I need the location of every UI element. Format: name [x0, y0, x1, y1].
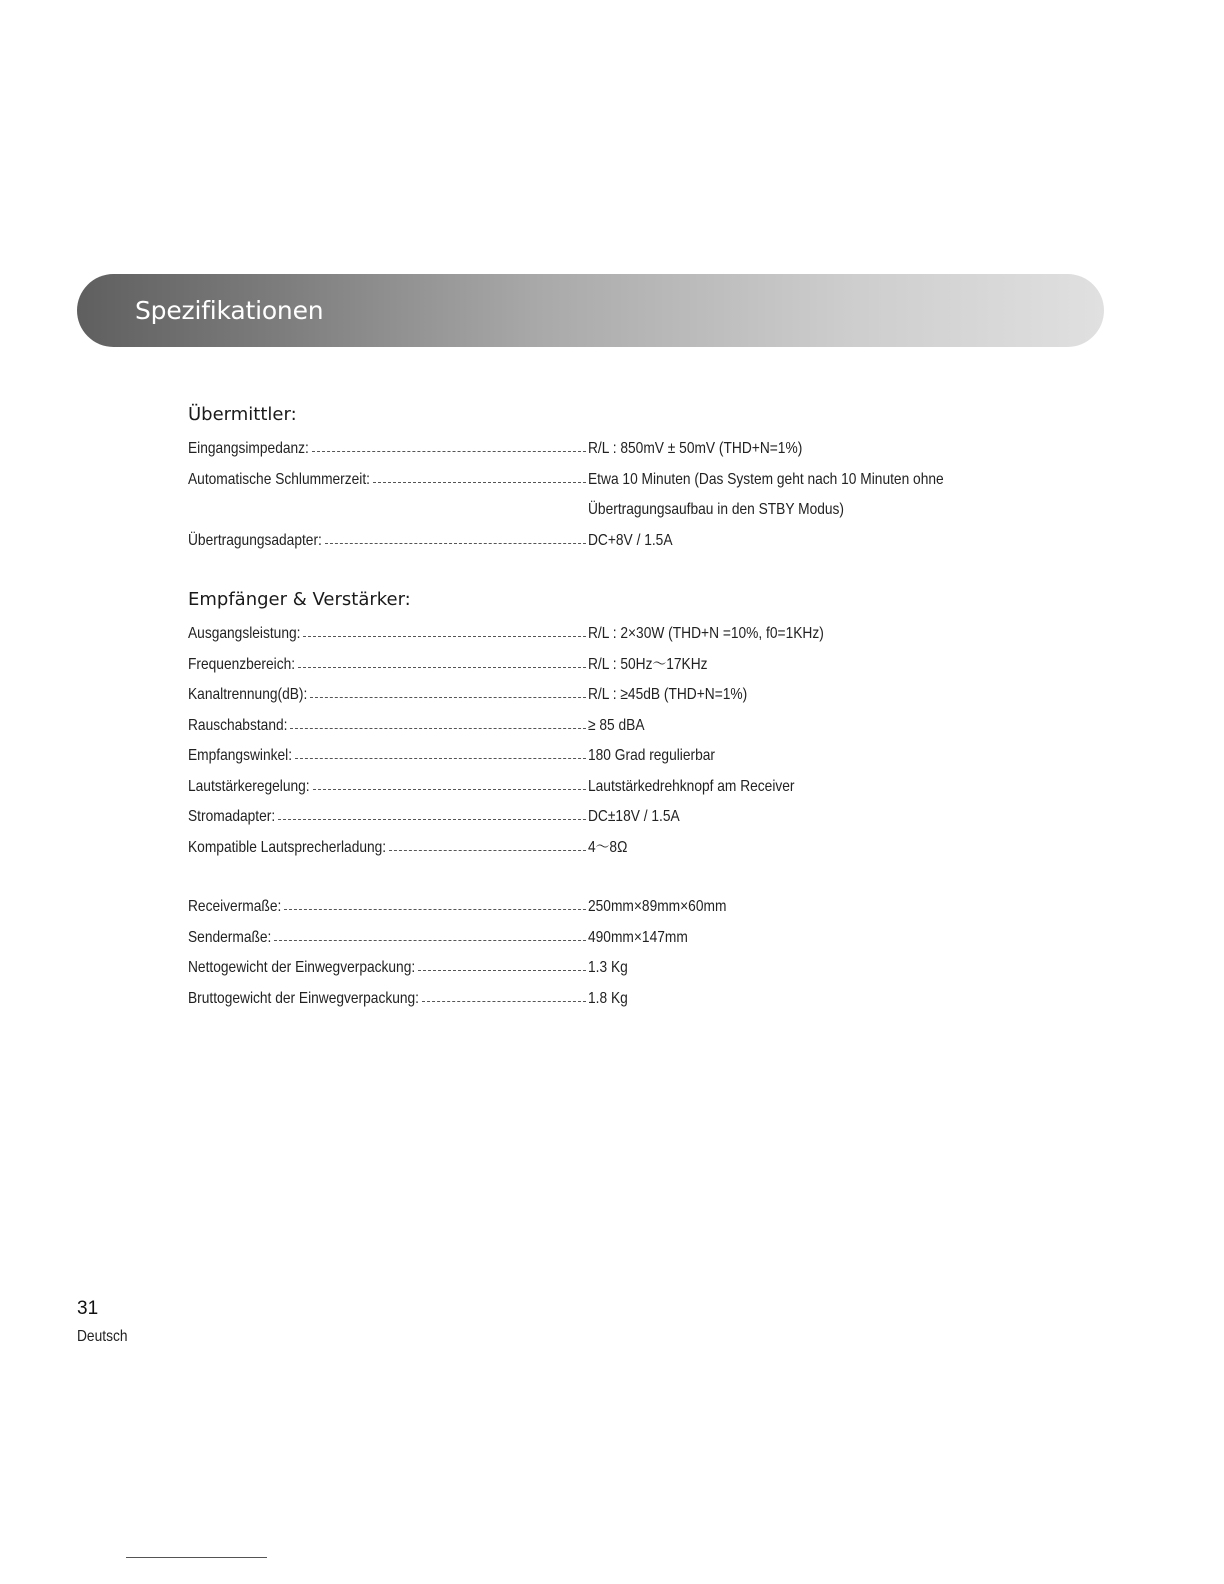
spec-label: Kanaltrennung(dB):: [188, 680, 307, 711]
receiver-spec-list: [188, 619, 1068, 863]
receiver-section: [188, 589, 1068, 863]
spec-value: R/L : 2×30W (THD+N =10%, f0=1KHz): [588, 625, 824, 642]
spec-value: 4～8Ω: [588, 838, 628, 856]
spec-value: DC±18V / 1.5A: [588, 808, 680, 825]
spec-row: [188, 434, 1068, 465]
spec-row: [188, 650, 1068, 681]
spec-row: [188, 495, 1068, 526]
spec-label: Receivermaße:: [188, 892, 281, 923]
footer-rule: [126, 1557, 267, 1558]
spec-value: ≥ 85 dBA: [588, 716, 645, 734]
dotted-leader: [422, 1001, 586, 1002]
spec-label: Empfangswinkel:: [188, 741, 292, 772]
page-number: 31: [77, 1298, 99, 1319]
spec-value: R/L : ≥45dB (THD+N=1%): [588, 686, 748, 703]
spec-value: R/L : 850mV ± 50mV (THD+N=1%): [588, 440, 803, 457]
spec-value: 490mm×147mm: [588, 928, 688, 946]
spec-value: 1.8 Kg: [588, 989, 628, 1007]
spec-label: Bruttogewicht der Einwegverpackung:: [188, 984, 419, 1015]
spec-label: Ausgangsleistung:: [188, 619, 300, 650]
transmitter-section: [188, 404, 1068, 556]
page-language: Deutsch: [77, 1328, 128, 1345]
dotted-leader: [278, 819, 586, 820]
page-title: Spezifikationen: [135, 296, 324, 325]
dotted-leader: [290, 728, 586, 729]
spec-row: [188, 953, 1068, 984]
spec-value: 250mm×89mm×60mm: [588, 898, 727, 915]
spec-value: R/L : 50Hz～17KHz: [588, 655, 708, 673]
dotted-leader: [312, 451, 586, 452]
dimensions-spec-list: [188, 892, 1068, 1014]
spec-row: [188, 526, 1068, 557]
section-banner: [77, 274, 1104, 347]
spec-label: Eingangsimpedanz:: [188, 434, 309, 465]
dotted-leader: [303, 636, 586, 637]
spec-label: Kompatible Lautsprecherladung:: [188, 833, 386, 864]
spec-label: Frequenzbereich:: [188, 650, 295, 681]
spec-row: [188, 802, 1068, 833]
spec-label: Stromadapter:: [188, 802, 275, 833]
spec-row: [188, 465, 1068, 496]
dotted-leader: [313, 789, 586, 790]
spec-row: [188, 772, 1068, 803]
dotted-leader: [310, 697, 586, 698]
spec-row: [188, 923, 1068, 954]
dotted-leader: [373, 482, 586, 483]
spec-label: Lautstärkeregelung:: [188, 772, 310, 803]
transmitter-heading: Übermittler:: [188, 404, 297, 425]
dotted-leader: [284, 909, 586, 910]
dotted-leader: [389, 850, 586, 851]
spec-row: [188, 680, 1068, 711]
spec-label: Nettogewicht der Einwegverpackung:: [188, 953, 415, 984]
spec-label: Sendermaße:: [188, 923, 271, 954]
spec-label: Automatische Schlummerzeit:: [188, 465, 370, 496]
spec-value: 1.3 Kg: [588, 959, 628, 976]
spec-row: [188, 711, 1068, 742]
dimensions-section: [188, 892, 1068, 1014]
spec-label: Übertragungsadapter:: [188, 526, 322, 557]
dotted-leader: [325, 543, 586, 544]
spec-row: [188, 984, 1068, 1015]
spec-label: Rauschabstand:: [188, 711, 287, 742]
receiver-heading: Empfänger & Verstärker:: [188, 589, 411, 610]
dotted-leader: [274, 940, 586, 941]
spec-row: [188, 741, 1068, 772]
spec-value: Übertragungsaufbau in den STBY Modus): [588, 501, 844, 518]
dotted-leader: [298, 667, 586, 668]
spec-row: [188, 833, 1068, 864]
spec-value: 180 Grad regulierbar: [588, 747, 715, 764]
spec-row: [188, 619, 1068, 650]
dotted-leader: [295, 758, 586, 759]
dotted-leader: [418, 970, 586, 971]
spec-value: Lautstärkedrehknopf am Receiver: [588, 777, 795, 795]
spec-value: Etwa 10 Minuten (Das System geht nach 10 Minuten ohne: [588, 470, 944, 488]
spec-value: DC+8V / 1.5A: [588, 531, 673, 549]
transmitter-spec-list: [188, 434, 1068, 556]
spec-row: [188, 892, 1068, 923]
